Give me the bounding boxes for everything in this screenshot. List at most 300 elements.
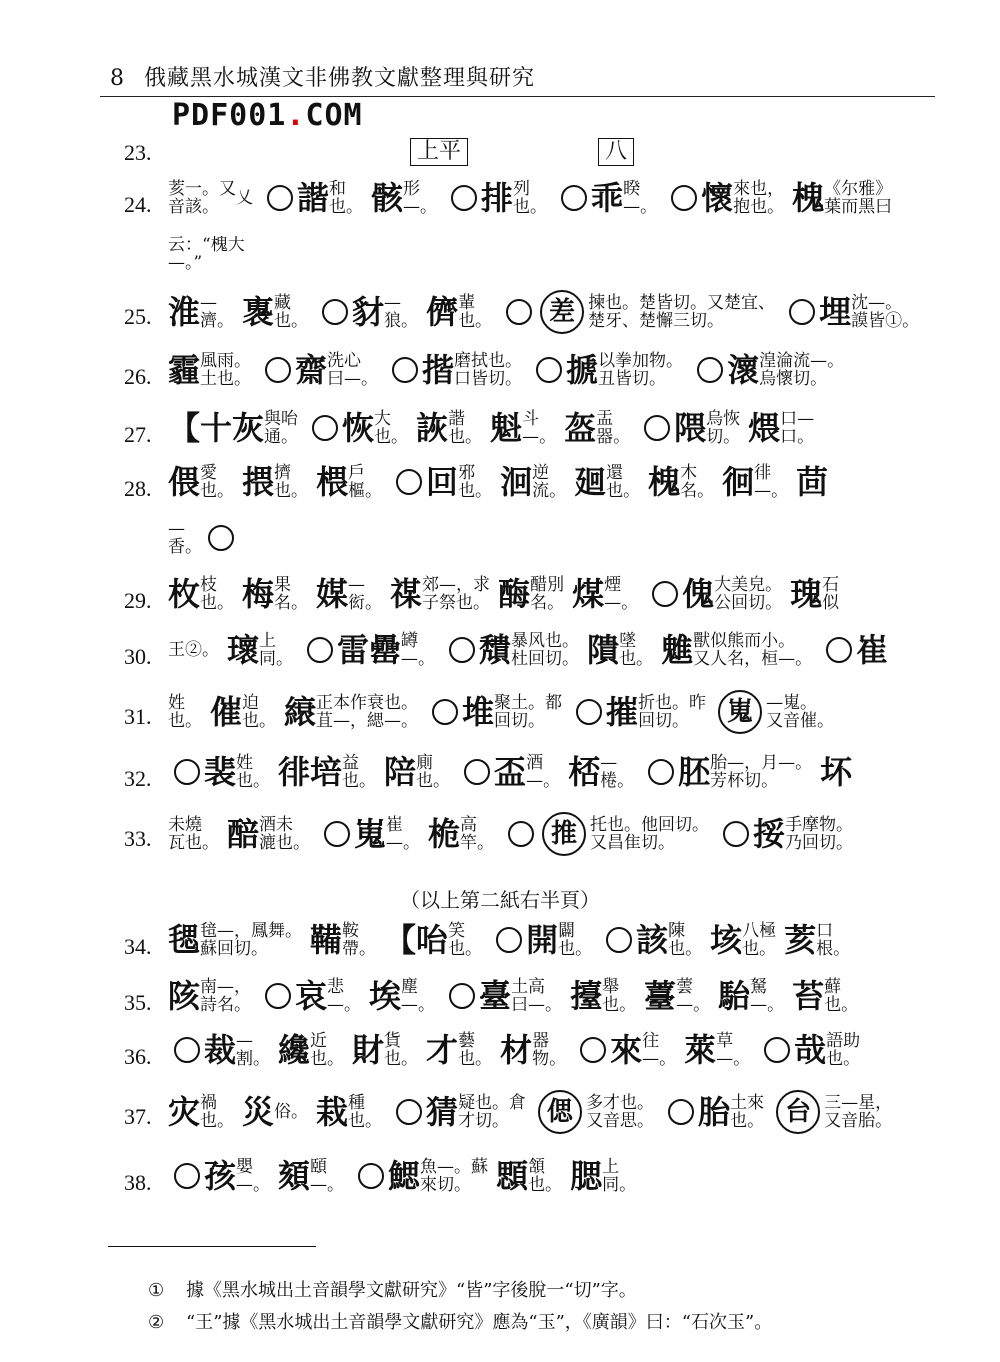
headword: 財 — [352, 1031, 385, 1069]
gloss: 托也。他回切。 又昌隹切。 — [590, 815, 710, 853]
headword-entry — [691, 350, 844, 390]
headword: 荄 — [784, 921, 817, 959]
headword: 埋 — [819, 293, 852, 331]
headword-entry — [570, 976, 636, 1016]
headword-entry — [710, 920, 776, 960]
headword: 禖 — [390, 575, 423, 613]
headword: 擡 — [570, 977, 603, 1015]
headword: 洄 — [500, 463, 533, 501]
gloss: 手摩物。 乃回切。 — [785, 815, 854, 853]
headword: 縗 — [284, 693, 317, 731]
headword: 槐 — [792, 179, 825, 217]
circle-marker-icon — [322, 299, 348, 325]
footnote-1: ① 據《黑水城出土音韻學文獻研究》“皆”字後脫一“切”字。 — [148, 1280, 637, 1301]
gloss: 來也， 抱也。 — [733, 179, 785, 217]
dictionary-line — [168, 752, 936, 812]
headword-entry — [168, 350, 251, 390]
gloss: 盂 器。 — [596, 409, 631, 447]
headword-entry — [384, 752, 450, 792]
headword: 坏 — [820, 753, 853, 791]
circle-marker-icon — [449, 637, 475, 663]
headword-entry — [284, 692, 418, 732]
headword-entry — [530, 350, 683, 390]
line-number: 33. — [124, 826, 152, 851]
headword: 煨 — [748, 409, 781, 447]
headword-entry — [642, 752, 812, 792]
gloss: 諧 也。 — [448, 409, 483, 447]
gloss: 酒 —。 — [526, 753, 561, 791]
headword: 懷 — [701, 179, 734, 217]
headword: 隤 — [587, 631, 620, 669]
gloss: 獸似熊而小。 又人名，桓—。 — [693, 631, 813, 669]
headword: 猜 — [426, 1093, 459, 1131]
gloss: 大 也。 — [374, 409, 409, 447]
gloss: 語助 也。 — [826, 1031, 861, 1069]
gloss: 南—， 詩名。 — [200, 977, 252, 1015]
headword-entry — [662, 1092, 764, 1132]
circle-marker-icon — [396, 1099, 422, 1125]
headword: 顋 — [496, 1157, 529, 1195]
headword: 桮 — [568, 753, 601, 791]
gloss: 蘚 也。 — [824, 977, 859, 1015]
headword-entry — [496, 1156, 562, 1196]
gloss: 舉 也。 — [602, 977, 637, 1015]
gloss: 姓 也。 — [168, 693, 202, 731]
gloss: 土高 曰—。 — [511, 977, 563, 1015]
circle-marker-icon — [536, 357, 562, 383]
circled-headword: 差 — [540, 290, 584, 334]
headword: 苔 — [792, 977, 825, 1015]
headword-entry — [748, 408, 814, 448]
gloss: 斗 —。 — [522, 409, 557, 447]
headword-entry — [600, 920, 702, 960]
gloss: 擠 也。 — [274, 463, 309, 501]
dictionary-line — [168, 920, 936, 980]
headword: 鰓 — [388, 1157, 421, 1195]
headword: 材 — [500, 1031, 533, 1069]
headword: 隈 — [674, 409, 707, 447]
headword-entry — [369, 976, 435, 1016]
headword: 裴 — [204, 753, 237, 791]
gloss: 俗。 — [274, 1102, 309, 1122]
headword-entry — [500, 462, 566, 502]
line-number: 25. — [124, 304, 152, 329]
gloss: 益 也。 — [342, 753, 377, 791]
dictionary-line — [168, 1156, 936, 1216]
headword: 萊 — [684, 1031, 717, 1069]
gloss: 塵 —。 — [401, 977, 436, 1015]
line-number: 29. — [124, 588, 152, 613]
headword-entry — [574, 1030, 676, 1070]
circle-marker-icon — [508, 821, 534, 847]
headword-entry — [168, 292, 234, 332]
gloss: 陳 也。 — [668, 921, 703, 959]
circle-marker-icon — [576, 699, 602, 725]
gloss: 睽 —。 — [623, 179, 658, 217]
headword: 褢 — [242, 293, 275, 331]
gloss: — 香。 — [168, 520, 202, 557]
gloss: 愛 也。 — [200, 463, 235, 501]
headword: 災 — [242, 1093, 275, 1131]
circled-headword: 台 — [776, 1090, 820, 1134]
gloss: 胎—，月—。 芳杯切。 — [710, 753, 813, 791]
gloss: 果 名。 — [274, 575, 309, 613]
headword: 埃 — [369, 977, 402, 1015]
headword: 魁 — [490, 409, 523, 447]
gloss: 風雨。 土也。 — [200, 351, 252, 389]
gloss: 暴风也。 杜回切。 — [511, 631, 580, 669]
gloss: 以拳加物。 丑皆切。 — [598, 351, 684, 389]
gloss: 頷 也。 — [528, 1157, 563, 1195]
circle-marker-icon — [174, 1037, 200, 1063]
gloss: 醋別 名。 — [530, 575, 565, 613]
headword-entry — [458, 752, 560, 792]
headword: 挼 — [753, 815, 786, 853]
gloss: 魚—。蘇 來切。 — [420, 1157, 489, 1195]
circle-marker-icon — [764, 1037, 790, 1063]
headword-entry — [714, 690, 834, 734]
gloss: 疑也。倉 才切。 — [458, 1093, 527, 1131]
gloss: 多才也。 又音思。 — [586, 1093, 655, 1131]
gloss: 郊—，求 子祭也。 — [422, 575, 491, 613]
circle-marker-icon — [668, 1099, 694, 1125]
gloss: 還 也。 — [606, 463, 641, 501]
gloss: 姓 也。 — [236, 753, 271, 791]
headword: 崔 — [856, 631, 889, 669]
headword: 開 — [526, 921, 559, 959]
headword-entry — [502, 812, 709, 856]
headword-entry — [386, 350, 522, 390]
headword-entry — [301, 630, 435, 670]
headword-entry — [227, 814, 310, 854]
gloss: 列 也。 — [513, 179, 548, 217]
headword-entry — [820, 752, 852, 792]
circle-marker-icon — [648, 759, 674, 785]
dictionary-line — [168, 408, 936, 468]
circle-marker-icon — [358, 1163, 384, 1189]
headword-entry — [572, 574, 638, 614]
gloss: —嵬。 又音催。 — [766, 693, 835, 731]
headword-entry — [574, 462, 640, 502]
gloss: 悲 —。 — [327, 977, 362, 1015]
headword: 毸 — [168, 921, 201, 959]
circle-marker-icon — [697, 357, 723, 383]
circle-marker-icon — [652, 581, 678, 607]
gloss: 《尔雅》 葉而黑曰 — [824, 179, 893, 217]
gloss: 湟淪流—。 烏懷切。 — [759, 351, 845, 389]
headword: 哉 — [794, 1031, 827, 1069]
headword: 裁 — [204, 1031, 237, 1069]
headword-entry — [168, 752, 270, 792]
headword: 排 — [481, 179, 514, 217]
headword-entry — [426, 692, 562, 732]
headword: 回 — [426, 463, 459, 501]
gloss: 沈—。 謨皆①。 — [851, 293, 920, 331]
headword: 廻 — [574, 463, 607, 501]
headword: 茴 — [796, 463, 829, 501]
headword: 霾 — [168, 351, 201, 389]
headword-entry — [490, 920, 592, 960]
headword: 灾 — [168, 1093, 201, 1131]
headword: 穨 — [479, 631, 512, 669]
gloss: 上 同。 — [602, 1157, 637, 1195]
gloss: 聚土。都 回切。 — [494, 693, 563, 731]
gloss: 嬰 —。 — [236, 1157, 271, 1195]
headword-entry — [428, 814, 494, 854]
headword: 偎 — [168, 463, 201, 501]
headword: 纔 — [278, 1031, 311, 1069]
gloss: 大美皃。 公回切。 — [714, 575, 783, 613]
headword-entry — [416, 408, 482, 448]
gloss: 種 也。 — [348, 1093, 383, 1131]
circle-marker-icon — [449, 983, 475, 1009]
gloss: 墜 也。 — [619, 631, 654, 669]
headword-entry — [390, 462, 492, 502]
gloss-trailing: 乂 — [236, 188, 253, 208]
line-number: 38. — [124, 1170, 152, 1195]
headword-entry — [168, 694, 202, 730]
gloss: 云：“槐大 —。” — [168, 236, 245, 273]
gloss: 駑 —。 — [750, 977, 785, 1015]
headword-entry — [242, 1092, 308, 1132]
headword-entry — [790, 574, 839, 614]
gloss: 往 —。 — [642, 1031, 677, 1069]
circle-marker-icon — [432, 699, 458, 725]
headword-entry — [665, 178, 784, 218]
circle-marker-icon — [561, 185, 587, 211]
headword-entry — [168, 640, 219, 660]
headword-entry — [792, 178, 892, 218]
headword-entry — [684, 1030, 750, 1070]
gloss: 闢 也。 — [558, 921, 593, 959]
section-note: （以上第二紙右半頁） — [400, 888, 600, 912]
headword-entry — [168, 976, 251, 1016]
dictionary-line — [168, 1030, 936, 1090]
circle-marker-icon — [826, 637, 852, 663]
headword-entry — [644, 976, 710, 1016]
gloss: 揀也。楚皆切。又楚宜、 楚牙、楚懈三切。 — [588, 293, 776, 331]
gloss: 蕓 —。 — [676, 977, 711, 1015]
footnote-rule — [108, 1246, 316, 1247]
headword-entry — [242, 292, 308, 332]
headword-entry — [490, 408, 556, 448]
gloss: 石 似 — [822, 575, 840, 613]
headword-entry — [722, 462, 788, 502]
gloss: 貨 也。 — [384, 1031, 419, 1069]
headword-entry — [316, 574, 382, 614]
circle-marker-icon — [644, 415, 670, 441]
headword-entry — [259, 976, 361, 1016]
headword-entry — [646, 574, 782, 614]
gloss: 頤 —。 — [310, 1157, 345, 1195]
line-number: 24. — [124, 192, 152, 217]
headword-entry — [352, 1156, 488, 1196]
headword: 陔 — [168, 977, 201, 1015]
gloss: — 割。 — [236, 1031, 271, 1069]
dictionary-line — [168, 574, 936, 634]
line-number: 30. — [124, 644, 152, 669]
headword-entry — [168, 574, 234, 614]
gloss: 正本作衰也。 苴—，緦—。 — [316, 693, 419, 731]
gloss: 徘 —。 — [754, 463, 789, 501]
headword-entry — [390, 574, 490, 614]
headword: 栽 — [316, 1093, 349, 1131]
circle-marker-icon — [496, 927, 522, 953]
gloss: 毰—，鳳舞。 蘇回切。 — [200, 921, 303, 959]
headword: 揩 — [422, 351, 455, 389]
dictionary-line — [168, 178, 936, 238]
line-number: 31. — [124, 704, 152, 729]
gloss: 酒未 漉也。 — [259, 815, 311, 853]
headword: 傀 — [682, 575, 715, 613]
headword-entry — [648, 462, 714, 502]
gloss: 枝 也。 — [200, 575, 235, 613]
gloss: 草 —。 — [716, 1031, 751, 1069]
circle-marker-icon — [265, 983, 291, 1009]
circle-marker-icon — [723, 821, 749, 847]
headword-entry — [371, 178, 437, 218]
dictionary-line — [168, 976, 936, 1036]
footnote-2: ② “王”據《黑水城出土音韻學文獻研究》應為“玉”，《廣韻》曰：“石次玉”。 — [148, 1312, 773, 1333]
circle-marker-icon — [174, 759, 200, 785]
headword: 雷罍 — [337, 631, 402, 669]
circled-headword: 嵬 — [718, 690, 762, 734]
gloss: 戶 樞。 — [348, 463, 383, 501]
gloss: 邪 也。 — [458, 463, 493, 501]
headword: 才 — [426, 1031, 459, 1069]
headword: 搋 — [566, 351, 599, 389]
circle-marker-icon — [464, 759, 490, 785]
circle-marker-icon — [324, 821, 350, 847]
headword-entry — [316, 292, 418, 332]
headword: 垓 — [710, 921, 743, 959]
headword: 醅 — [227, 815, 260, 853]
headword: 儕 — [426, 293, 459, 331]
headword: 薹 — [644, 977, 677, 1015]
headword: 瓌 — [227, 631, 260, 669]
headword: 徘培 — [278, 753, 343, 791]
line-number: 26. — [124, 364, 152, 389]
headword: 臺 — [479, 977, 512, 1015]
headword: 孩 — [204, 1157, 237, 1195]
headword-entry — [758, 1030, 860, 1070]
headword-entry — [570, 1156, 636, 1196]
headword-entry — [443, 976, 562, 1016]
headword-entry — [500, 290, 775, 334]
dictionary-line — [168, 690, 936, 750]
headword-entry — [278, 1156, 344, 1196]
headword: 腮 — [570, 1157, 603, 1195]
headword: 盔 — [564, 409, 597, 447]
headword-entry — [661, 630, 812, 670]
headword-entry — [555, 178, 657, 218]
gloss: 近 也。 — [310, 1031, 345, 1069]
circle-marker-icon — [392, 357, 418, 383]
headword-entry — [168, 920, 302, 960]
dictionary-line — [168, 462, 936, 522]
headword-entry — [426, 1030, 492, 1070]
page-number: 8 — [110, 66, 124, 91]
headword-entry — [168, 1030, 270, 1070]
headword-entry — [570, 692, 706, 732]
gloss: — 狼。 — [384, 293, 419, 331]
headword-entry — [210, 692, 276, 732]
headword: 哀 — [295, 977, 328, 1015]
dictionary-line — [168, 812, 936, 872]
headword: 鞴 — [310, 921, 343, 959]
section-label-box: 上平 — [410, 138, 468, 166]
line-number: 28. — [124, 476, 152, 501]
gloss: 三—星， 又音胎。 — [824, 1093, 893, 1131]
headword-entry — [352, 1030, 418, 1070]
headword-entry — [278, 1030, 344, 1070]
circle-marker-icon — [267, 185, 293, 211]
headword: 齋 — [295, 351, 328, 389]
circle-marker-icon — [208, 525, 234, 551]
headword: 咍 — [416, 921, 449, 959]
circle-marker-icon — [307, 637, 333, 663]
headword-entry — [316, 1092, 382, 1132]
bracket-mark: 【 — [168, 409, 201, 447]
headword-entry — [168, 236, 245, 272]
running-header — [100, 64, 935, 97]
gloss: 高 竿。 — [460, 815, 495, 853]
headword-entry — [259, 350, 378, 390]
headword: 魋 — [661, 631, 694, 669]
gloss: 荄一。又 音該。 — [168, 179, 236, 217]
headword: 骸 — [371, 179, 404, 217]
dictionary-line — [168, 630, 936, 690]
headword-entry — [772, 1090, 892, 1134]
headword-entry — [384, 920, 482, 960]
line-number: 35. — [124, 990, 152, 1015]
gloss: 崔 —。 — [386, 815, 421, 853]
gloss: 折也。昨 回切。 — [638, 693, 707, 731]
headword-entry — [783, 292, 919, 332]
dictionary-line — [168, 290, 936, 350]
headword: 煤 — [572, 575, 605, 613]
headword: 酶 — [498, 575, 531, 613]
headword: 胚 — [678, 753, 711, 791]
headword-entry — [306, 408, 408, 448]
headword-entry — [168, 520, 238, 556]
circle-marker-icon — [312, 415, 338, 441]
headword: 堆 — [462, 693, 495, 731]
headword: 陪 — [384, 753, 417, 791]
circle-marker-icon — [451, 185, 477, 211]
line-number: 36. — [124, 1044, 152, 1069]
line-number: 34. — [124, 934, 152, 959]
headword-entry — [227, 630, 293, 670]
headword-entry — [168, 816, 219, 852]
headword-entry — [168, 1092, 234, 1132]
headword-entry — [445, 178, 547, 218]
gloss: 烏恢 切。 — [706, 409, 741, 447]
circle-marker-icon — [174, 1163, 200, 1189]
circled-headword: 推 — [542, 812, 586, 856]
gloss: 罇 —。 — [401, 631, 436, 669]
headword: 駘 — [718, 977, 751, 1015]
circle-marker-icon — [396, 469, 422, 495]
circle-marker-icon — [789, 299, 815, 325]
headword: 徊 — [722, 463, 755, 501]
gloss: 口— 口。 — [780, 409, 815, 447]
headword: 十灰 — [200, 409, 265, 447]
circled-headword: 偲 — [538, 1090, 582, 1134]
circle-marker-icon — [265, 357, 291, 383]
header-title: 俄藏黑水城漢文非佛教文獻整理與研究 — [144, 66, 536, 91]
gloss: 逆 流。 — [532, 463, 567, 501]
